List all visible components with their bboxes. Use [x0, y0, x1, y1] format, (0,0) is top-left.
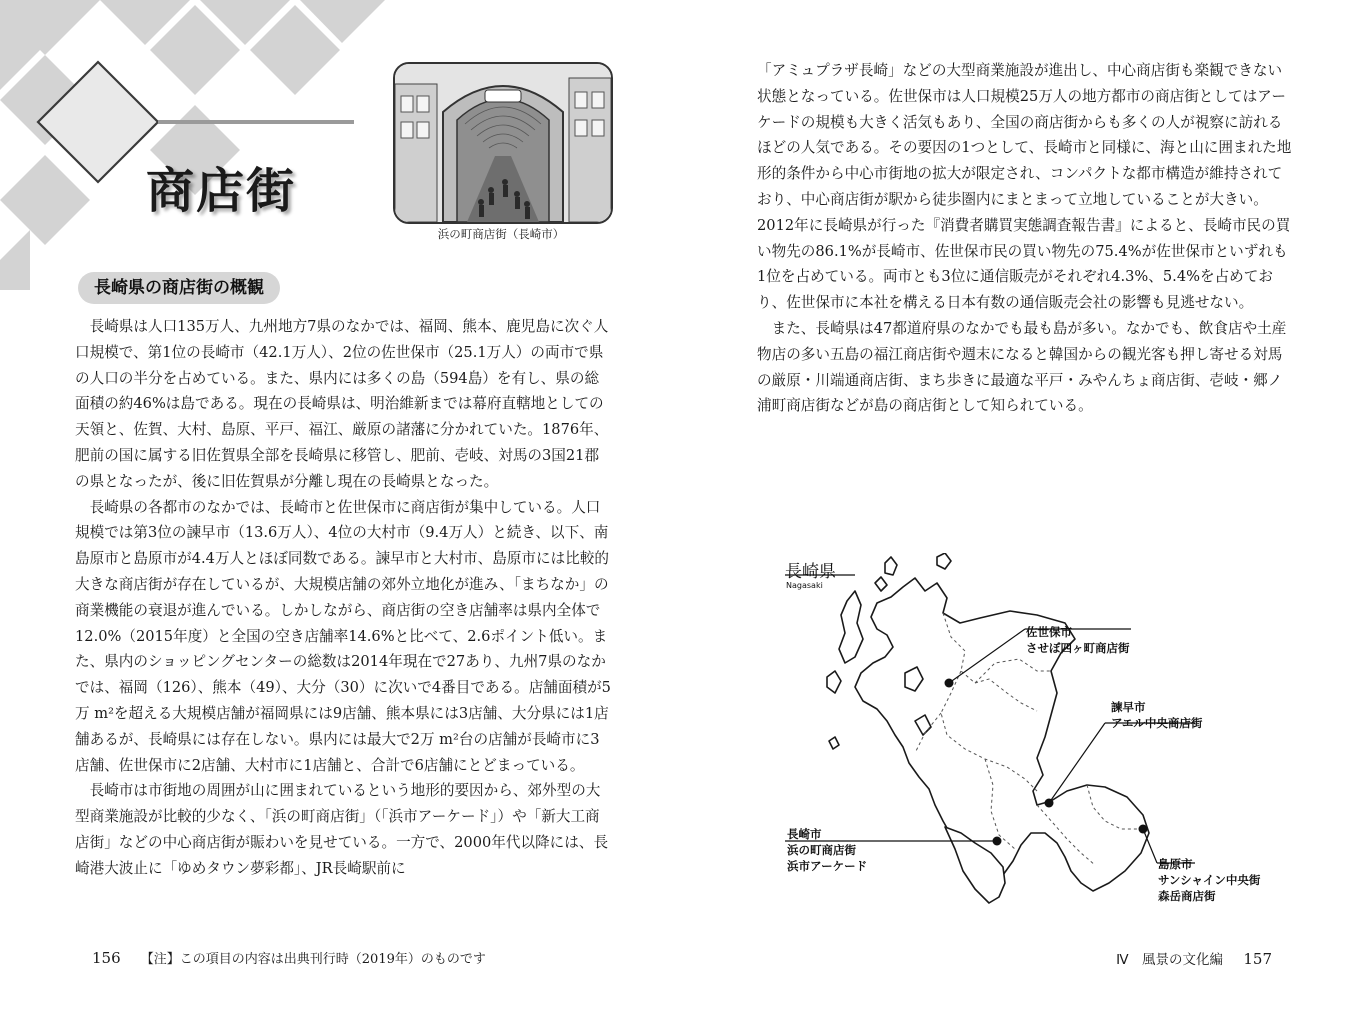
map-label-shimabara: 島原市 サンシャイン中央街 森岳商店街: [1158, 857, 1261, 903]
map-island: [839, 591, 863, 663]
map-label-nagasaki: 長崎市 浜の町商店街 浜市アーケード: [787, 827, 868, 873]
footer-note: 【注】この項目の内容は出典刊行時（2019年）のものです: [140, 952, 486, 967]
body-paragraph: 長崎県の各都市のなかでは、長崎市と佐世保市に商店街が集中している。人口規模では第3位の諫早市（13.6万人）、4位の大村市（9.4万人）と続き、以下、南島原市と島原市が4.4万人とほぼ同数である。諫早市と大村市、島原市には比較的大きな商店街が存在しているが、大規模店舗の郊外立地化が進み、「まちなか」の商業機能の衰退が進んでいる。しかしながら、商店街の空き店舗率は県内全体で12.0%（2015年度）と全国の空き店舗率14.6%と比べて、2.6ポイント低い。また、県内のショッピングセンターの総数は2014年現在で27あり、九州7県のなかでは、福岡（126）、熊本（49）、大分（30）に次いで4番目である。店舗面積が5万 m²を超える大規模店舗が福岡県には9店舗、熊本県には3店舗、大分県には1店舗あるが、長崎県には存在しない。県内には最大で2万 m²台の店舗が長崎市に3店舗、佐世保市に2店舗、大村市に1店舗と、合計で6店舗にとどまっている。: [75, 498, 611, 774]
isahaya-marker: [1045, 799, 1054, 808]
map-label-sasebo: 佐世保市 させぼ四ヶ町商店街: [1026, 625, 1130, 655]
shimabara-marker: [1139, 825, 1148, 834]
section-heading: 長崎県の商店街の概観: [78, 272, 280, 304]
page-number-left: 156: [92, 949, 121, 967]
map-title: 長崎県: [785, 562, 836, 582]
photo-caption: 浜の町商店街（長崎市）: [437, 227, 565, 241]
body-paragraph: 長崎県は人口135万人、九州地方7県のなかでは、福岡、熊本、鹿児島に次ぐ人口規模で、第1位の長崎市（42.1万人）、2位の佐世保市（25.1万人）の両市で県の人口の半分を占めている。また、県内には多くの島（594島）を有し、県の総面積の約46%は島である。現在の長崎県は、明治維新までは幕府直轄地としての天領と、佐賀、大村、島原、平戸、福江、厳原の諸藩に分かれていた。1876年、肥前の国に属する旧佐賀県全部を長崎県に移管し、肥前、壱岐、対馬の3国21郡の県となったが、後に旧佐賀県が分離し現在の長崎県となった。: [75, 318, 609, 490]
map-label-isahaya: 諫早市 アエル中央商店街: [1111, 700, 1203, 730]
right-page-footer: [1116, 948, 1272, 968]
running-head: Ⅳ 風景の文化編: [1116, 952, 1224, 968]
arcade-photo: [393, 62, 613, 224]
page-title: 商店街: [146, 163, 297, 219]
page-number-right: 157: [1243, 950, 1272, 968]
map-island: [885, 557, 897, 575]
map-subtitle: Nagasaki: [786, 581, 823, 590]
map-island: [829, 737, 839, 749]
body-paragraph-continued: 「アミュプラザ長崎」などの大型商業施設が進出し、中心商店街も楽観できない状態となっている。佐世保市は人口規模25万人の地方都市の商店街としてはアーケードの規模も大きく活気もあり、全国の商店街からも多くの人が視察に訪れるほどの人気である。その要因の1つとして、長崎市と同様に、海と山に囲まれた地形的条件から中心市街地の拡大が限定され、コンパクトな都市構造が維持されており、中心商店街が駅から徒歩圏内にまとまって立地していることが大きい。2012年に長崎県が行った『消費者購買実態調査報告書』によると、長崎市民の買い物先の86.1%が長崎市、佐世保市民の買い物先の75.4%が佐世保市といずれも1位を占めている。両市とも3位に通信販売がそれぞれ4.3%、5.4%を占めており、佐世保市に本社を構える日本有数の通信販売会社の影響も見逃せない。: [757, 62, 1292, 312]
left-page-footer: [92, 948, 486, 967]
left-column-body: [75, 314, 612, 882]
diamond-pattern-decoration: [0, 0, 390, 290]
map-island: [937, 553, 951, 569]
map-island: [827, 671, 841, 693]
body-paragraph: また、長崎県は47都道府県のなかでも最も島が多い。なかでも、飲食店や土産物店の多い五島の福江商店街や週末になると韓国からの観光客も押し寄せる対馬の厳原・川端通商店街、まち歩きに最適な平戸・みやんちょ商店街、壱岐・郷ノ浦町商店街などが島の商店街として知られている。: [757, 319, 1287, 415]
body-paragraph: 長崎市は市街地の周囲が山に囲まれているという地形的要因から、郊外型の大型商業施設が比較的少なく、「浜の町商店街」（「浜市アーケード」）や「新大工商店街」などの中心商店街が賑わいを見せている。一方で、2000年代以降には、長崎港大波止に「ゆめタウン夢彩都」、JR長崎駅前に: [75, 782, 609, 877]
nagasaki-marker: [993, 837, 1002, 846]
right-column-body: [757, 58, 1295, 419]
sasebo-marker: [945, 679, 954, 688]
map-island: [875, 577, 887, 591]
